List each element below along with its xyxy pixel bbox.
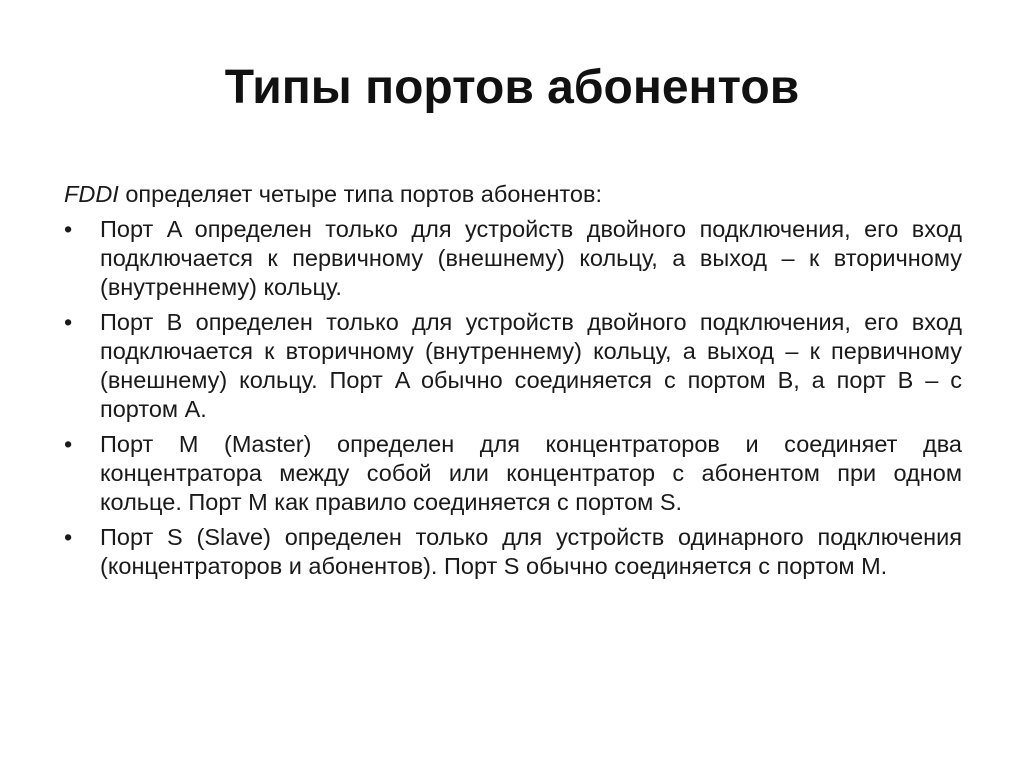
list-item-text: Порт M (Master) определен для концентраторов и соединяет два концентратора между собой или концентратор с абонентом при одном кольце. Порт M как правило соединяется с портом S. — [100, 431, 962, 515]
list-item — [64, 430, 962, 517]
bullet-icon: • — [64, 309, 73, 335]
list-item-text: Порт B определен только для устройств двойного подключения, его вход подключается к вторичному (внутреннему) кольцу, а выход – к первичному (внешнему) кольцу. Порт A обычно соединяется с портом B, а порт B – с портом A. — [100, 309, 962, 422]
slide-body — [64, 180, 962, 587]
list-item — [64, 215, 962, 302]
list-item-text: Порт S (Slave) определен только для устройств одинарного подключения (концентраторов и абонентов). Порт S обычно соединяется с портом M. — [100, 524, 962, 579]
bullet-icon: • — [64, 431, 73, 457]
bullet-icon: • — [64, 216, 73, 242]
intro-italic-term: FDDI — [64, 181, 119, 207]
list-item — [64, 308, 962, 424]
list-item-text: Порт A определен только для устройств двойного подключения, его вход подключается к первичному (внешнему) кольцу, а выход – к вторичному (внутреннему) кольцу. — [100, 216, 962, 300]
slide-title: Типы портов абонентов — [224, 61, 800, 114]
bullet-icon: • — [64, 524, 73, 550]
intro-paragraph — [64, 180, 962, 209]
list-item — [64, 523, 962, 581]
intro-text: определяет четыре типа портов абонентов: — [118, 181, 603, 207]
bullet-list — [64, 215, 962, 581]
